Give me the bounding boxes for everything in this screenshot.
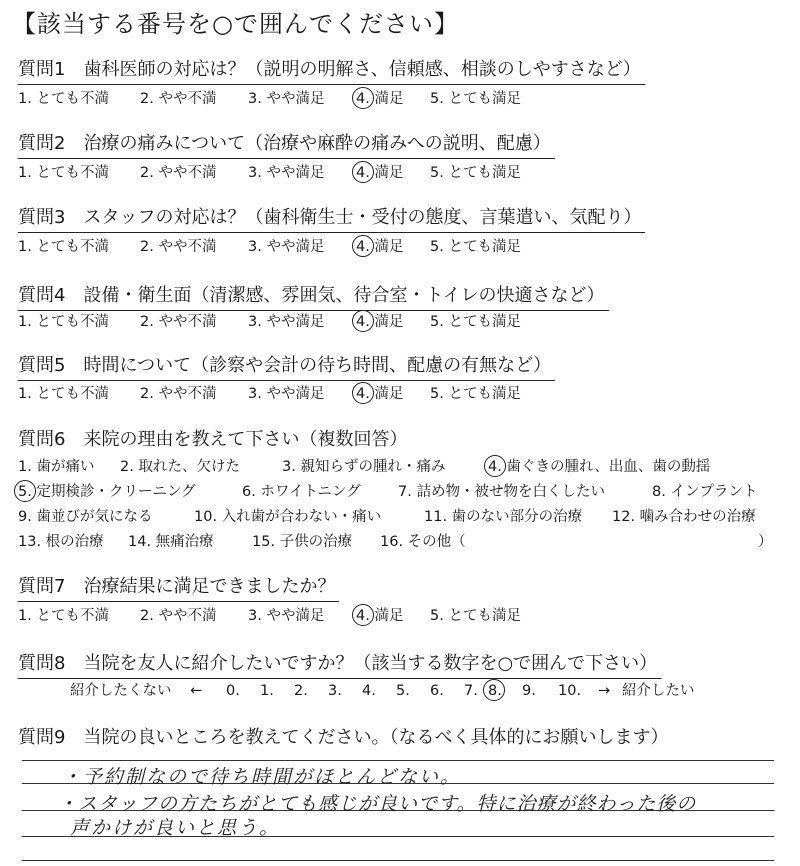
q6-option-11[interactable]: 11. 歯のない部分の治療 [424,509,583,525]
q5-option-2[interactable]: 2. やや不満 [140,386,217,402]
q6-option-6[interactable]: 6. ホワイトニング [242,484,361,500]
q7-option-4[interactable]: 4. 満足 [356,608,404,624]
q2-option-2[interactable]: 2. やや不満 [140,165,217,181]
q8-heading: 質問8 当院を友人に紹介したいですか？（該当する数字を○で囲んで下さい） [18,650,661,679]
q6-options-row4 [18,531,778,553]
q8-right-arrow: → [598,683,611,699]
q8-option-9[interactable]: 9. [522,683,536,699]
q2-heading: 質問2 治療の痛みについて（治療や麻酔の痛みへの説明、配慮） [18,130,555,159]
q2-option-5[interactable]: 5. とても満足 [430,165,521,181]
q6-option-7[interactable]: 7. 詰め物・被せ物を白くしたい [398,484,605,500]
q8-left-label: 紹介したくない [70,683,172,699]
q1-heading: 質問1 歯科医師の対応は？（説明の明解さ、信頼感、相談のしやすさなど） [18,56,645,85]
q4-option-1[interactable]: 1. とても不満 [18,314,109,330]
q6-option-4[interactable]: 4. 歯ぐきの腫れ、出血、歯の動揺 [488,459,711,475]
q1-option-1[interactable]: 1. とても不満 [18,91,109,107]
q3-option-4[interactable]: 4. 満足 [356,239,404,255]
q2-option-1[interactable]: 1. とても不満 [18,165,109,181]
q1-option-5[interactable]: 5. とても満足 [430,91,521,107]
q6-option-9[interactable]: 9. 歯並びが気になる [18,509,153,525]
q9-heading: 質問9 当院の良いところを教えてください。（なるべく具体的にお願いします） [18,727,669,748]
q1-option-3[interactable]: 3. やや満足 [248,91,325,107]
q8-option-6[interactable]: 6. [430,683,444,699]
q3-option-1[interactable]: 1. とても不満 [18,239,109,255]
q6-option-14[interactable]: 14. 無痛治療 [128,534,214,550]
q8-option-3[interactable]: 3. [328,683,342,699]
q6-option-2[interactable]: 2. 取れた、欠けた [120,459,240,475]
q6-option-5[interactable]: 5. 定期検診・クリーニング [18,484,196,500]
q9-answer-line-3: 声かけが良いと思う。 [70,817,281,839]
q6-option-8[interactable]: 8. インプラント [652,484,758,500]
q5-option-4[interactable]: 4. 満足 [356,386,404,402]
q6-option-1[interactable]: 1. 歯が痛い [18,459,95,475]
q2-option-4[interactable]: 4. 満足 [356,165,404,181]
answer-rule-1 [22,760,774,761]
q8-option-8[interactable]: 8. [488,683,502,699]
q8-scale [70,680,730,702]
q8-left-arrow: ← [190,683,203,699]
q5-option-5[interactable]: 5. とても満足 [430,386,521,402]
q7-heading: 質問7 治療結果に満足できましたか？ [18,573,339,602]
q4-option-5[interactable]: 5. とても満足 [430,314,521,330]
q1-option-4[interactable]: 4. 満足 [356,91,404,107]
q3-option-5[interactable]: 5. とても満足 [430,239,521,255]
q7-option-1[interactable]: 1. とても不満 [18,608,109,624]
q4-option-2[interactable]: 2. やや不満 [140,314,217,330]
q6-option-12[interactable]: 12. 噛み合わせの治療 [612,509,756,525]
q8-option-2[interactable]: 2. [294,683,308,699]
q5-option-3[interactable]: 3. やや満足 [248,386,325,402]
q4-option-4[interactable]: 4. 満足 [356,314,404,330]
q5-option-1[interactable]: 1. とても不満 [18,386,109,402]
q1-option-2[interactable]: 2. やや不満 [140,91,217,107]
q3-option-2[interactable]: 2. やや不満 [140,239,217,255]
q9-answer-line-2: ・スタッフの方たちがとても感じが良いです。特に治療が終わった後の [58,793,697,815]
q8-option-1[interactable]: 1. [260,683,274,699]
q6-option-15[interactable]: 15. 子供の治療 [252,534,353,550]
answer-rule-5 [22,860,774,861]
q6-option-13[interactable]: 13. 根の治療 [18,534,104,550]
q8-option-7[interactable]: 7. [464,683,478,699]
q6-other-close-paren: ） [758,534,773,550]
page-title: 【該当する番号を○で囲んでください】 [12,10,459,38]
q8-option-5[interactable]: 5. [396,683,410,699]
q8-right-label: 紹介したい [622,683,695,699]
q2-option-3[interactable]: 3. やや満足 [248,165,325,181]
q3-option-3[interactable]: 3. やや満足 [248,239,325,255]
q6-option-16[interactable]: 16. その他（ [380,534,466,550]
q6-option-10[interactable]: 10. 入れ歯が合わない・痛い [194,509,382,525]
q8-option-0[interactable]: 0. [226,683,240,699]
q3-heading: 質問3 スタッフの対応は？（歯科衛生士・受付の態度、言葉遣い、気配り） [18,204,645,233]
q5-heading: 質問5 時間について（診察や会計の待ち時間、配慮の有無など） [18,352,555,381]
q7-option-5[interactable]: 5. とても満足 [430,608,521,624]
q4-option-3[interactable]: 3. やや満足 [248,314,325,330]
q7-option-3[interactable]: 3. やや満足 [248,608,325,624]
q9-answer-line-1: ・予約制なので待ち時間がほとんどない。 [62,766,462,788]
q6-option-3[interactable]: 3. 親知らずの腫れ・痛み [282,459,446,475]
q7-option-2[interactable]: 2. やや不満 [140,608,217,624]
q6-heading: 質問6 来院の理由を教えて下さい（複数回答） [18,429,408,450]
q8-option-10[interactable]: 10. [558,683,582,699]
q8-option-4[interactable]: 4. [362,683,376,699]
q4-heading: 質問4 設備・衛生面（清潔感、雰囲気、待合室・トイレの快適さなど） [18,282,609,311]
